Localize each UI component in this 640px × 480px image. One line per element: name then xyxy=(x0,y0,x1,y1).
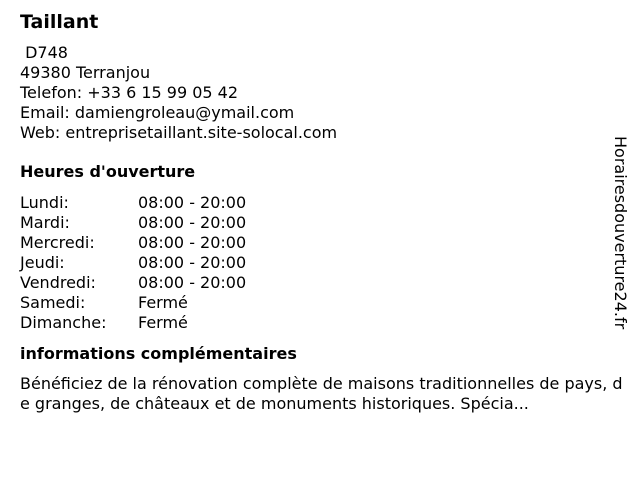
hours-row-tuesday xyxy=(20,213,620,233)
business-description: Bénéficiez de la rénovation complète de maisons traditionnelles de pays, de granges, de châteaux et de monuments historiques. Spécia... xyxy=(20,374,623,413)
info-heading: informations complémentaires xyxy=(20,344,297,363)
hours-day-label: Lundi: xyxy=(20,193,69,212)
hours-day-label: Samedi: xyxy=(20,293,86,312)
hours-table xyxy=(20,193,620,333)
hours-time: 08:00 - 20:00 xyxy=(138,273,247,292)
hours-row-wednesday xyxy=(20,233,620,253)
hours-row-thursday xyxy=(20,253,620,273)
website: Web: entreprisetaillant.site-solocal.com xyxy=(20,123,338,142)
hours-heading: Heures d'ouverture xyxy=(20,162,196,181)
hours-day-label: Mardi: xyxy=(20,213,70,232)
hours-day-label: Dimanche: xyxy=(20,313,107,332)
hours-time: 08:00 - 20:00 xyxy=(138,193,247,212)
address-street: D748 xyxy=(20,43,68,62)
email-address: Email: damiengroleau@ymail.com xyxy=(20,103,295,122)
address-city: 49380 Terranjou xyxy=(20,63,151,82)
hours-row-friday xyxy=(20,273,620,293)
hours-time: Fermé xyxy=(138,293,188,312)
phone-number: Telefon: +33 6 15 99 05 42 xyxy=(20,83,239,102)
hours-day-label: Mercredi: xyxy=(20,233,95,252)
hours-row-monday xyxy=(20,193,620,213)
contact-block xyxy=(20,43,620,143)
hours-day-label: Vendredi: xyxy=(20,273,96,292)
hours-day-label: Jeudi: xyxy=(20,253,65,272)
hours-row-saturday xyxy=(20,293,620,313)
hours-time: Fermé xyxy=(138,313,188,332)
site-watermark: Horairesdouverture24.fr xyxy=(611,136,630,330)
hours-time: 08:00 - 20:00 xyxy=(138,253,247,272)
business-name: Taillant xyxy=(20,11,99,33)
hours-time: 08:00 - 20:00 xyxy=(138,233,247,252)
hours-time: 08:00 - 20:00 xyxy=(138,213,247,232)
hours-row-sunday xyxy=(20,313,620,333)
